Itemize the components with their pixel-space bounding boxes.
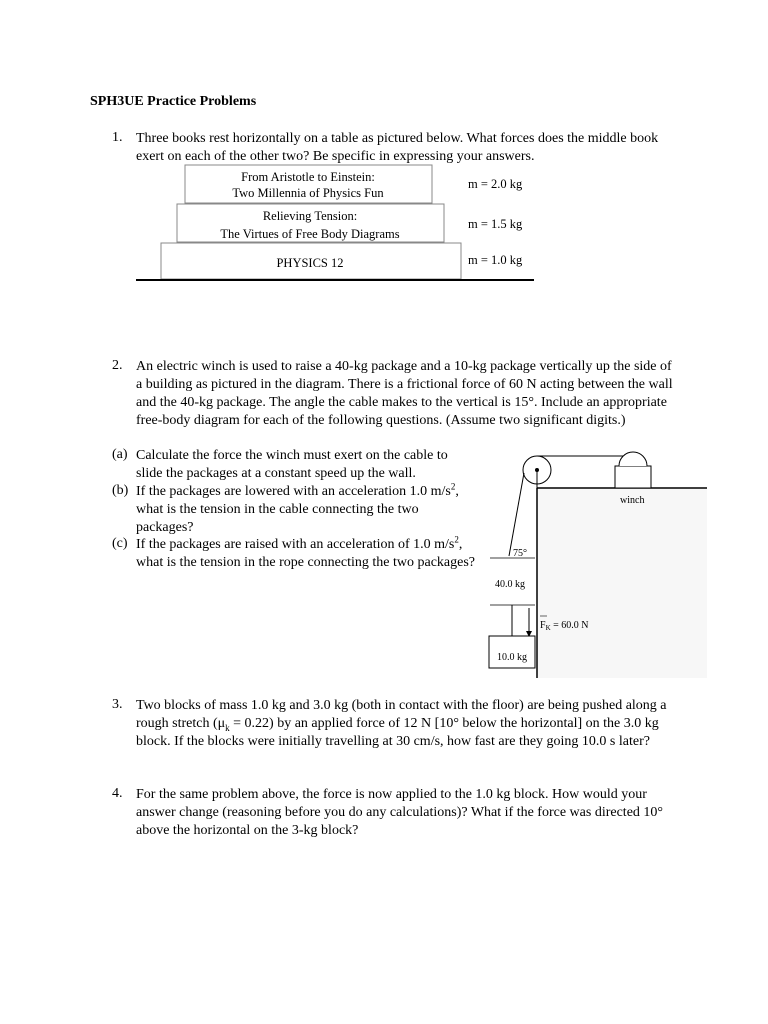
book-bottom-mass: m = 1.0 kg <box>468 253 523 267</box>
book-middle-mass: m = 1.5 kg <box>468 217 523 231</box>
books-diagram <box>130 160 540 286</box>
winch-box <box>615 466 651 488</box>
angle-label: 75° <box>513 548 527 559</box>
problem-3-number: 3. <box>112 697 123 712</box>
problem-1-number: 1. <box>112 130 123 145</box>
problem-2-number: 2. <box>112 358 123 373</box>
problem-2b-label: (b) <box>112 483 129 498</box>
winch-drum <box>619 452 647 466</box>
book-middle-title-line1: Relieving Tension: <box>262 209 358 223</box>
problem-1-text: Three books rest horizontally on a table as pictured below. What forces does the middle book exert on each of the other two? Be specific in expressing your answers. <box>136 131 659 164</box>
winch-label: winch <box>620 495 645 506</box>
problem-2b-text: If the packages are lowered with an acceleration 1.0 $m/s^2$, what is the tension in the cable connecting the two packages? <box>136 481 459 535</box>
problem-2a-text: Calculate the force the winch must exert on the cable to slide the packages at a constant speed up the wall. <box>136 448 448 481</box>
package2-label: 10.0 kg <box>497 652 527 663</box>
winch-diagram <box>485 448 710 678</box>
problem-2c-text: If the packages are raised with an acceleration of 1.0 $m/s^2$, what is the tension in the rope connecting the two packages? <box>136 534 476 570</box>
problem-2-text: An electric winch is used to raise a 40-kg package and a 10-kg package vertically up the side of a building as pictured in the diagram. There is a frictional force of 60 N acting between the wall and the 40-kg package. The angle the cable makes to the vertical is 15°. Include an appropriate free-body diagram for each of the following questions. (Assume two significant digits.) <box>136 359 673 428</box>
building <box>537 488 707 678</box>
problem-4-number: 4. <box>112 786 123 801</box>
book-top-title-line2: Two Millennia of Physics Fun <box>232 186 384 200</box>
friction-label: $F_K = 60.0$ N <box>540 620 589 632</box>
page-title: SPH3UE Practice Problems <box>90 94 257 109</box>
book-bottom-title: PHYSICS 12 <box>276 256 344 270</box>
problem-4-text: For the same problem above, the force is now applied to the 1.0 kg block. How would your answer change (reasoning before you do any calculations)? What if the force was directed 10° above the horizontal on the 3-kg block? <box>136 787 664 838</box>
book-top-title-line1: From Aristotle to Einstein: <box>241 170 375 184</box>
problem-3-text: Two blocks of mass 1.0 kg and 3.0 kg (both in contact with the floor) are being pushed along a rough stretch $(\mu_k = 0.22)$ by an applied force of 12 N [10° below the horizontal] on the 3.0 kg block. If the blocks were initially travelling at 30 cm/s, how fast are they going 10.0 s later? <box>136 698 667 749</box>
problem-2a-label: (a) <box>112 447 128 462</box>
cable-angled <box>509 473 524 556</box>
package1-label: 40.0 kg <box>495 579 525 590</box>
problem-2c-label: (c) <box>112 536 128 551</box>
book-middle-title-line2: The Virtues of Free Body Diagrams <box>220 227 400 241</box>
book-top-mass: m = 2.0 kg <box>468 177 523 191</box>
